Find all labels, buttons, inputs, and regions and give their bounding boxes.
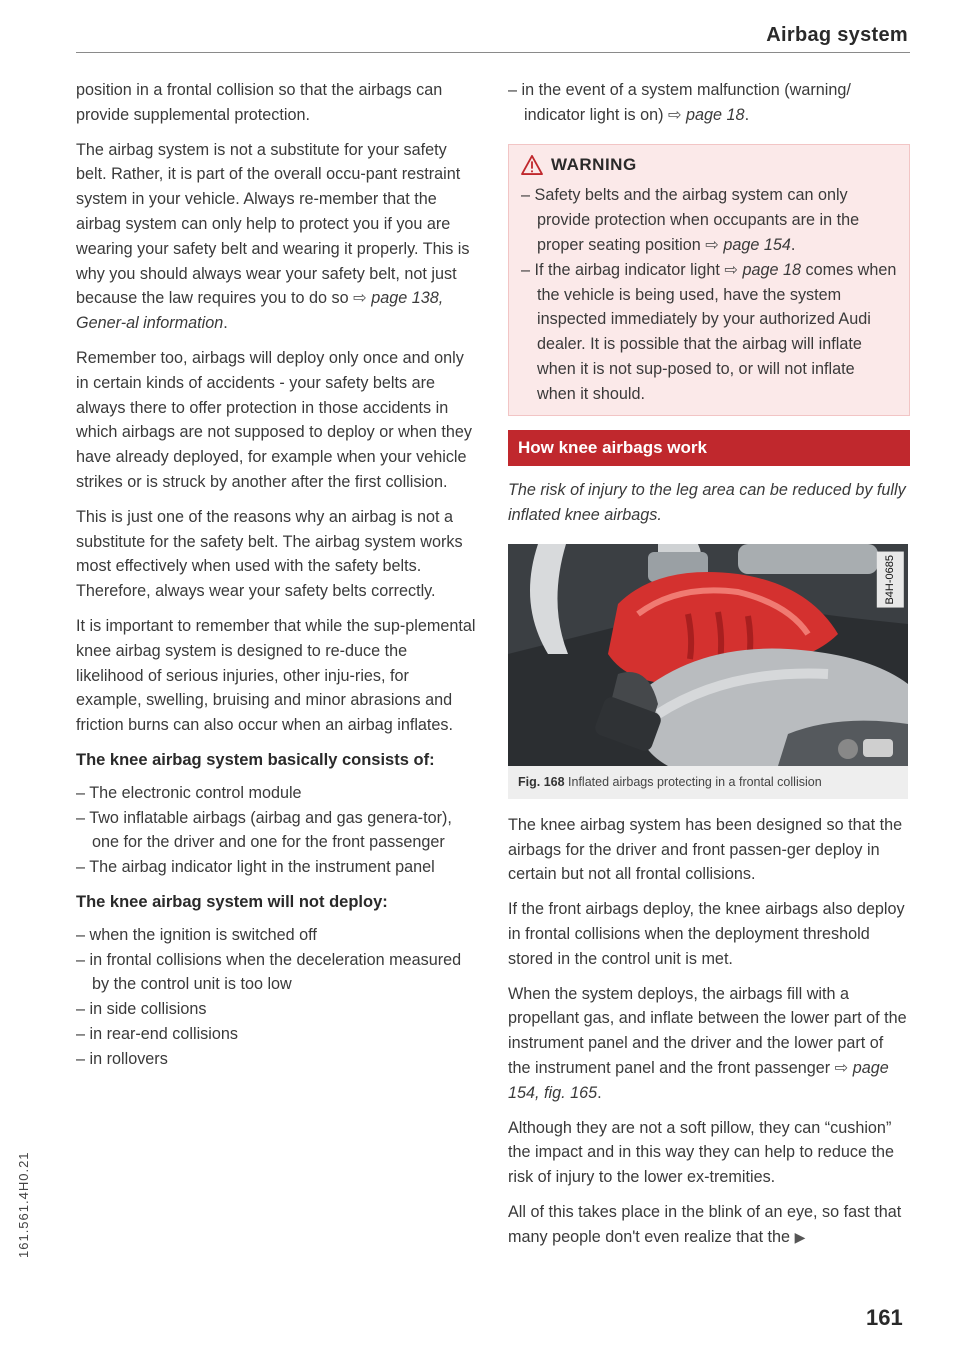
figure-knee-airbags [508, 544, 908, 766]
list-item: – in rollovers [76, 1047, 478, 1072]
paragraph: Although they are not a soft pillow, they can “cushion” the impact and in this way they can help to reduce the risk of injury to the lower ex-tremities. [508, 1118, 895, 1187]
page-ref-arrow-icon: ⇨ [667, 105, 682, 124]
paragraph: All of this takes place in the blink of an eye, so fast that many people don't even realize that the ▶ [508, 1202, 902, 1246]
warning-triangle-icon [521, 155, 543, 175]
page-ref-arrow-icon: ⇨ [705, 235, 719, 254]
warning-item: – If the airbag indicator light ⇨ page 18 comes when the vehicle is being used, have the system inspected immediately by your authorized Audi dealer. It is possible that the airbag will inflate when it is not sup-posed to, or will not inflate when it should. [521, 258, 897, 407]
page-reference-link[interactable]: page 138, Gener-al information [76, 289, 444, 333]
continue-arrow-icon: ▶ [794, 1228, 806, 1245]
no-deploy-list-continued [508, 78, 910, 128]
paragraph: position in a frontal collision so that the airbags can provide supplemental protection. [76, 81, 443, 124]
page-number: 161 [866, 1305, 903, 1330]
page-reference-link[interactable]: page 18 [742, 260, 801, 279]
header-rule [76, 52, 910, 53]
list-item: – in side collisions [76, 997, 478, 1022]
list-item: – in the event of a system malfunction (warning/ indicator light is on) ⇨ page 18. [508, 78, 910, 128]
paragraph: The knee airbag system has been designed so that the airbags for the driver and front passen-ger deploy in certain but not all frontal collisions. [508, 815, 903, 884]
subheading-will-not-deploy: The knee airbag system will not deploy: [76, 892, 388, 911]
no-deploy-list [76, 923, 478, 1072]
page-reference-link[interactable]: page 154 [723, 235, 791, 254]
subheading-consists-of: The knee airbag system basically consists of: [76, 750, 435, 769]
figure-caption [508, 766, 908, 799]
list-item: – when the ignition is switched off [76, 923, 478, 948]
list-item: – Two inflatable airbags (airbag and gas genera-tor), one for the driver and one for the front passenger [76, 806, 478, 856]
left-column [76, 78, 478, 1081]
figure-caption-text: Inflated airbags protecting in a frontal collision [568, 774, 822, 789]
figure-code: B4H-0685 [877, 552, 904, 608]
warning-list [521, 183, 897, 406]
warning-item: – Safety belts and the airbag system can only provide protection when occupants are in the proper seating position ⇨ page 154. [521, 183, 897, 257]
page-ref-arrow-icon: ⇨ [724, 260, 738, 279]
paragraph: If the front airbags deploy, the knee airbags also deploy in frontal collisions when the deployment threshold stored in the control unit is met. [508, 900, 905, 968]
page-reference-link[interactable]: page 18 [686, 105, 745, 124]
components-list [76, 781, 478, 880]
warning-box [508, 144, 910, 416]
paragraph: Remember too, airbags will deploy only once and only in certain kinds of accidents - your safety belts are always there to offer protection in those accidents in which airbags are not supposed to deploy or when they have already deployed, for example when your vehicle strikes or is struck by another after the first collision. [76, 348, 472, 491]
paragraph: The airbag system is not a substitute for your safety belt. Rather, it is part of the overall occu-pant restraint system in your vehicle. Always re-member that the airbag system can only help to protect you if you are wearing your safety belt and wearing it properly. This is why you should always wear your safety belt, not just because the law requires you to do so ⇨ page 138, Gener-al information. [76, 140, 470, 333]
section-heading-bar: How knee airbags work [508, 430, 910, 467]
right-column [508, 78, 910, 1260]
paragraph: It is important to remember that while the sup-plemental knee airbag system is designed to re-duce the likelihood of serious injuries, other inju-ries, for example, swelling, bruising and minor abrasions and friction burns can also occur when an airbag inflates. [76, 616, 476, 735]
section-intro: The risk of injury to the leg area can be reduced by fully inflated knee airbags. [508, 481, 906, 525]
list-item: – in rear-end collisions [76, 1022, 478, 1047]
list-item: – The airbag indicator light in the instrument panel [76, 855, 478, 880]
section-title: Airbag system [766, 24, 908, 46]
paragraph: This is just one of the reasons why an airbag is not a substitute for the safety belt. The airbag system works most effectively when used with the safety belts. Therefore, always wear your safety belts correctly. [76, 507, 463, 601]
side-document-code: 161.561.4H0.21 [16, 1151, 31, 1258]
paragraph: When the system deploys, the airbags fill with a propellant gas, and inflate between the lower part of the instrument panel and the driver and the lower part of the instrument panel and the front passenger ⇨ page 154, fig. 165. [508, 984, 907, 1102]
knee-airbag-illustration [508, 544, 908, 766]
page-ref-arrow-icon: ⇨ [834, 1058, 849, 1077]
warning-header [521, 153, 897, 178]
warning-title: WARNING [551, 154, 637, 174]
page-ref-arrow-icon: ⇨ [353, 289, 367, 308]
figure-label: Fig. 168 [518, 774, 565, 789]
list-item: – in frontal collisions when the deceleration measured by the control unit is too low [76, 948, 478, 998]
page-reference-link[interactable]: page 154, fig. 165 [508, 1058, 889, 1102]
list-item: – The electronic control module [76, 781, 478, 806]
